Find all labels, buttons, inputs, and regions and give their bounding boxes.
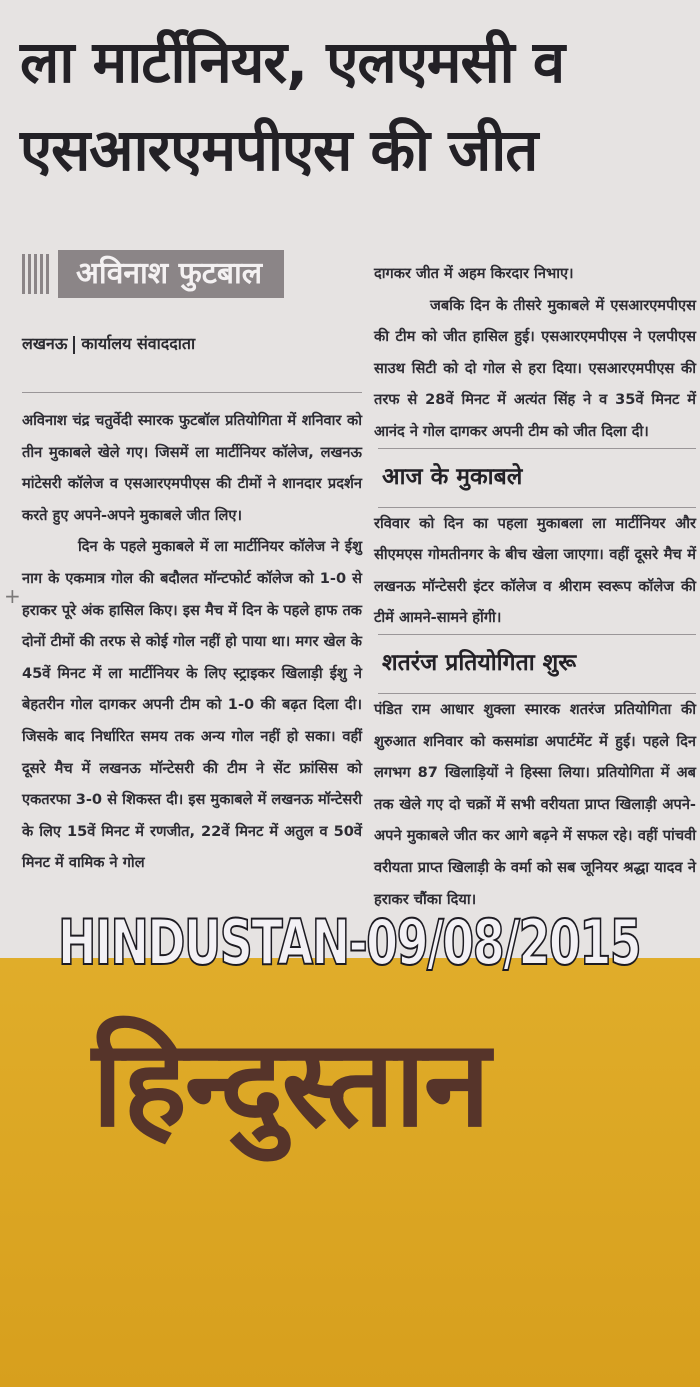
divider <box>378 448 696 449</box>
dateline <box>22 332 362 354</box>
today-matches-body <box>374 508 696 634</box>
article-body-left <box>22 405 362 879</box>
dateline-reporter: कार्यालय संवाददाता <box>81 334 196 353</box>
article-paragraph: रविवार को दिन का पहला मुकाबला ला मार्टीनियर और सीएमएस गोमतीनगर के बीच खेला जाएगा। वहीं दूसरे मैच में लखनऊ मॉन्टेसरी इंटर कॉलेज व श्रीराम स्वरूप कॉलेज की टीमें आमने-सामने होंगी। <box>374 514 696 627</box>
divider <box>22 392 362 393</box>
chess-body <box>374 694 696 915</box>
masthead-logo: हिन्दुस्तान <box>92 1013 489 1154</box>
dateline-separator <box>73 336 75 354</box>
headline-line-1: ला मार्टीनियर, एलएमसी व <box>20 28 565 96</box>
today-matches-heading: आज के मुकाबले <box>382 463 523 490</box>
right-column <box>374 258 696 915</box>
headline-line-2: एसआरएमपीएस की जीत <box>20 116 538 184</box>
article-paragraph: जबकि दिन के तीसरे मुकाबले में एसआरएमपीएस की टीम को जीत हासिल हुई। एसआरएमपीएस ने एलपीएस साउथ सिटी को दो गोल से हरा दिया। एसआरएमपीएस की तरफ से 28वें मिनट में अत्यंत सिंह ने व 35वें मिनट में आनंद ने गोल दागकर अपनी टीम को जीत दिला दी। <box>374 296 696 440</box>
left-column <box>22 250 362 879</box>
masthead-band <box>0 958 700 1387</box>
crosshair-mark-icon: + <box>4 584 21 608</box>
headline <box>20 18 690 194</box>
article-body-right <box>374 258 696 448</box>
section-tag: अविनाश फुटबाल <box>58 250 284 298</box>
article-paragraph: पंडित राम आधार शुक्ला स्मारक शतरंज प्रतियोगिता की शुरुआत शनिवार को कसमांडा अपार्टमेंट में हुई। पहले दिन लगभग 87 खिलाड़ियों ने हिस्सा लिया। प्रतियोगिता में अब तक खेले गए दो चक्रों में सभी वरीयता प्राप्त खिलाड़ी अपने-अपने मुकाबले जीत कर आगे बढ़ने में सफल रहे। वहीं पांचवी वरीयता प्राप्त खिलाड़ी के वर्मा को सब जूनियर श्रद्धा यादव ने हराकर चौंका दिया। <box>374 700 696 908</box>
source-date-watermark: HINDUSTAN-09/08/2015 <box>58 906 641 979</box>
chess-heading: शतरंज प्रतियोगिता शुरू <box>382 649 577 676</box>
article-paragraph: अविनाश चंद्र चतुर्वेदी स्मारक फुटबॉल प्रतियोगिता में शनिवार को तीन मुकाबले खेले गए। जिसमें ला मार्टीनियर कॉलेज, लखनऊ मांटेसरी कॉलेज व एसआरएमपीएस की टीमों ने शानदार प्रदर्शन करते हुए अपने-अपने मुकाबले जीत लिए। <box>22 412 362 524</box>
article-paragraph: दिन के पहले मुकाबले में ला मार्टीनियर कॉलेज ने ईशु नाग के एकमात्र गोल की बदौलत मॉन्टफोर्ट कॉलेज को 1-0 से हराकर पूरे अंक हासिल किए। इस मैच में दिन के पहले हाफ तक दोनों टीमों की तरफ से कोई गोल नहीं हो पाया था। मगर खेल के 45वें मिनट में ला मार्टीनियर के लिए स्ट्राइकर खिलाड़ी ईशु ने बेहतरीन गोल दागकर अपनी टीम को 1-0 की बढ़त दिला दी। जिसके बाद निर्धारित समय तक अन्य गोल नहीं हो सका। वहीं दूसरे मैच में लखनऊ मॉन्टेसरी की टीम ने सेंट फ्रांसिस को एकतरफा 3-0 से शिकस्त दी। इस मुकाबले में लखनऊ मॉन्टेसरी के लिए 15वें मिनट में रणजीत, 22वें मिनट में अतुल व 50वें मिनट में वामिक ने गोल <box>22 538 362 872</box>
divider <box>378 634 696 635</box>
article-paragraph: दागकर जीत में अहम किरदार निभाए। <box>374 265 574 282</box>
dateline-city: लखनऊ <box>22 334 68 353</box>
